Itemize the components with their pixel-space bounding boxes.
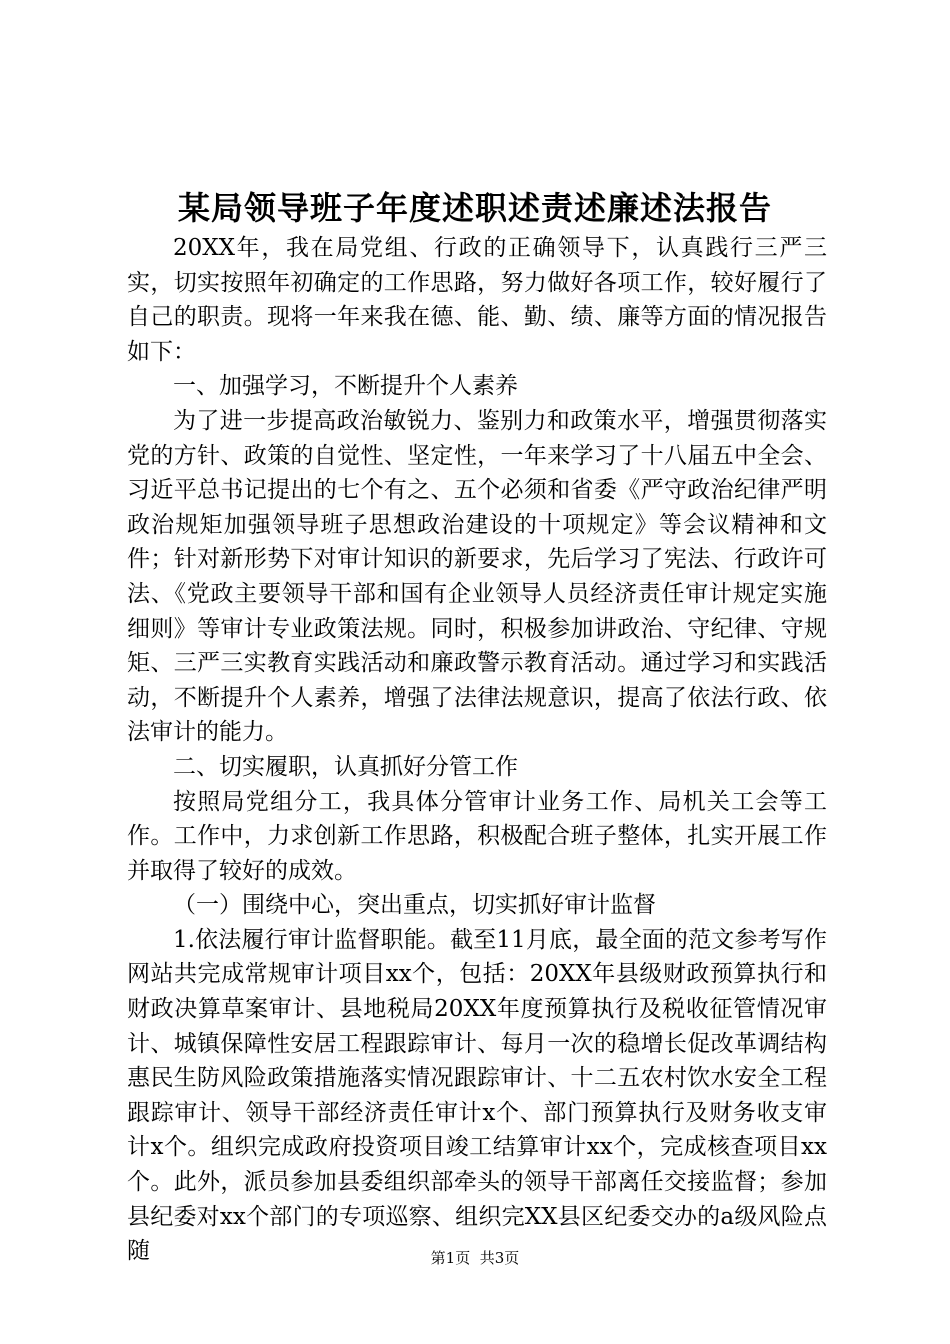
page-total: 共3页 — [479, 1249, 520, 1267]
intro-paragraph: 20XX年，我在局党组、行政的正确领导下，认真践行三严三实，切实按照年初确定的工作思路，努力做好各项工作，较好履行了自己的职责。现将一年来我在德、能、勤、绩、廉等方面的情况报告如下： — [127, 235, 827, 365]
section-heading-1: 一、加强学习，不断提升个人素养 — [173, 373, 518, 400]
subsection-heading-1: （一）围绕中心，突出重点，切实抓好审计监督 — [173, 892, 656, 919]
document-title: 某局领导班子年度述职述责述廉述法报告 — [177, 189, 772, 227]
section-heading-2: 二、切实履职，认真抓好分管工作 — [173, 753, 518, 780]
page-footer — [0, 1248, 950, 1268]
page-number: 第1页 — [430, 1249, 471, 1267]
audit-paragraph: 1.依法履行审计监督职能。截至11月底，最全面的范文参考写作网站共完成常规审计项目xx个，包括：20XX年县级财政预算执行和财政决算草案审计、县地税局20XX年度预算执行及税收征管情况审计、城镇保障性安居工程跟踪审计、每月一次的稳增长促改革调结构惠民生防风险政策措施落实情况跟踪审计、十二五农村饮水安全工程跟踪审计、领导干部经济责任审计x个、部门预算执行及财务收支审计x个。组织完成政府投资项目竣工结算审计xx个，完成核查项目xx个。此外，派员参加县委组织部牵头的领导干部离任交接监督；参加县纪委对xx个部门的专项巡察、组织完XX县区纪委交办的a级风险点随 — [127, 926, 827, 1265]
study-paragraph: 为了进一步提高政治敏锐力、鉴别力和政策水平，增强贯彻落实党的方针、政策的自觉性、坚定性，一年来学习了十八届五中全会、习近平总书记提出的七个有之、五个必须和省委《严守政治纪律严明政治规矩加强领导班子思想政治建设的十项规定》等会议精神和文件；针对新形势下对审计知识的新要求，先后学习了宪法、行政许可法、《党政主要领导干部和国有企业领导人员经济责任审计规定实施细则》等审计专业政策法规。同时，积极参加讲政治、守纪律、守规矩、三严三实教育实践活动和廉政警示教育活动。通过学习和实践活动，不断提升个人素养，增强了法律法规意识，提高了依法行政、依法审计的能力。 — [127, 407, 827, 746]
document-body — [127, 231, 827, 1269]
duty-paragraph: 按照局党组分工，我具体分管审计业务工作、局机关工会等工作。工作中，力求创新工作思路，积极配合班子整体，扎实开展工作并取得了较好的成效。 — [127, 788, 827, 884]
